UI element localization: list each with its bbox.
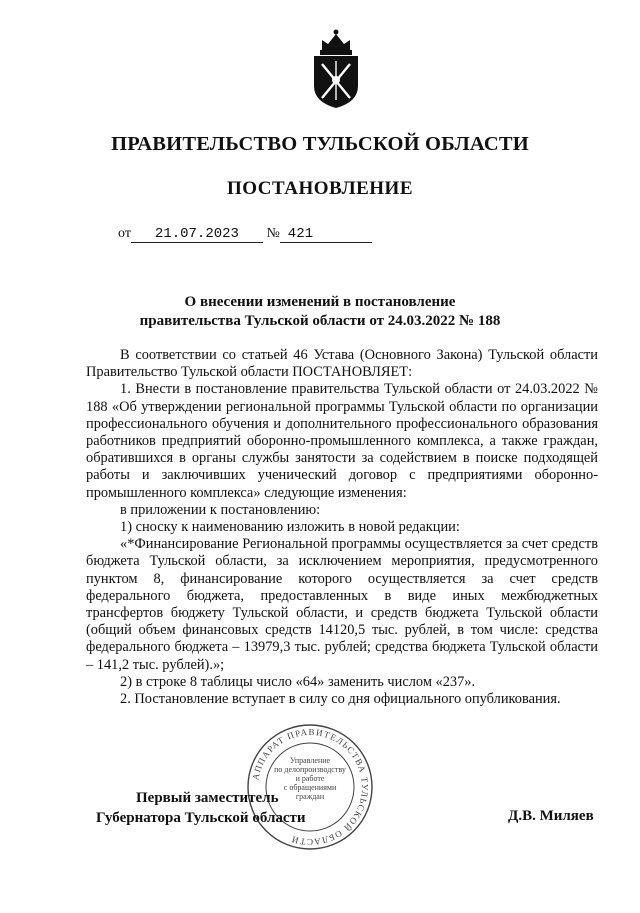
stamp-line-2: по делопроизводству [274,765,346,774]
position-line-2: Губернатора Тульской области [96,810,306,826]
number-label: № [266,226,280,241]
subject-line-2: правительства Тульской области от 24.03.2022 № 188 [139,313,501,329]
stamp-line-4: с обращениями [283,783,337,792]
paragraph-footnote-text: «*Финансирование Региональной программы осуществляется за счет средств бюджета Тульской области, за исключением мероприятия, предусмотренного пунктом 8, финансирование которого осуществляется за счет средств федерального бюджета, предоставленных в виде иных межбюджетных трансфертов бюджету Тульской области, и средств бюджета Тульской области (общий объем финансовых средств 14120,5 тыс. рублей, в том числе: средства федерального бюджета – 13979,3 тыс. рублей; средства бюджета Тульской области – 141,2 тыс. рублей).»; [86,536,598,673]
position-line-1: Первый заместитель [136,790,279,806]
paragraph-subitem-2: 2) в строке 8 таблицы число «64» заменить числом «237». [120,673,476,690]
paragraph-subitem-1: 1) сноску к наименованию изложить в новой редакции: [120,519,460,536]
paragraph-preamble: В соответствии со статьей 46 Устава (Основного Закона) Тульской области Правительство Тульской области ПОСТАНОВЛЯЕТ: [86,347,598,381]
document-type: ПОСТАНОВЛЕНИЕ [226,178,414,199]
subject-line-1: О внесении изменений в постановление [184,294,456,310]
paragraph-appendix: в приложении к постановлению: [120,501,321,518]
stamp-center-text [267,756,353,801]
stamp-line-3: и работе [295,774,325,783]
tula-coat-of-arms-icon [308,28,364,110]
registration-line [118,226,372,243]
number-value: 421 [280,226,372,243]
government-title: ПРАВИТЕЛЬСТВО ТУЛЬСКОЙ ОБЛАСТИ [111,133,529,155]
signatory-name: Д.В. Миляев [508,808,594,824]
paragraph-item-1: 1. Внести в постановление правительства Тульской области от 24.03.2022 № 188 «Об утверждении региональной программы Тульской области по организации профессионального обучения и дополнительного профессионального образования работников предприятий оборонно-промышленного комплекса, а также граждан, обратившихся в органы службы занятости за содействием в поиске подходящей работы и заключивших ученический договор с предприятиями оборонно-промышленного комплекса» следующие изменения: [86,381,598,501]
stamp-line-1: Управление [289,756,331,765]
document-subject [0,293,640,331]
paragraph-item-2: 2. Постановление вступает в силу со дня официального опубликования. [120,691,561,708]
stamp-line-5: граждан [295,792,325,801]
official-stamp [245,722,375,852]
date-value: 21.07.2023 [131,226,263,243]
date-label: от [118,226,131,241]
document-body [86,347,598,708]
stamp-ring-text: АППАРАТ ПРАВИТЕЛЬСТВА ТУЛЬСКОЙ ОБЛАСТИ [250,726,371,848]
